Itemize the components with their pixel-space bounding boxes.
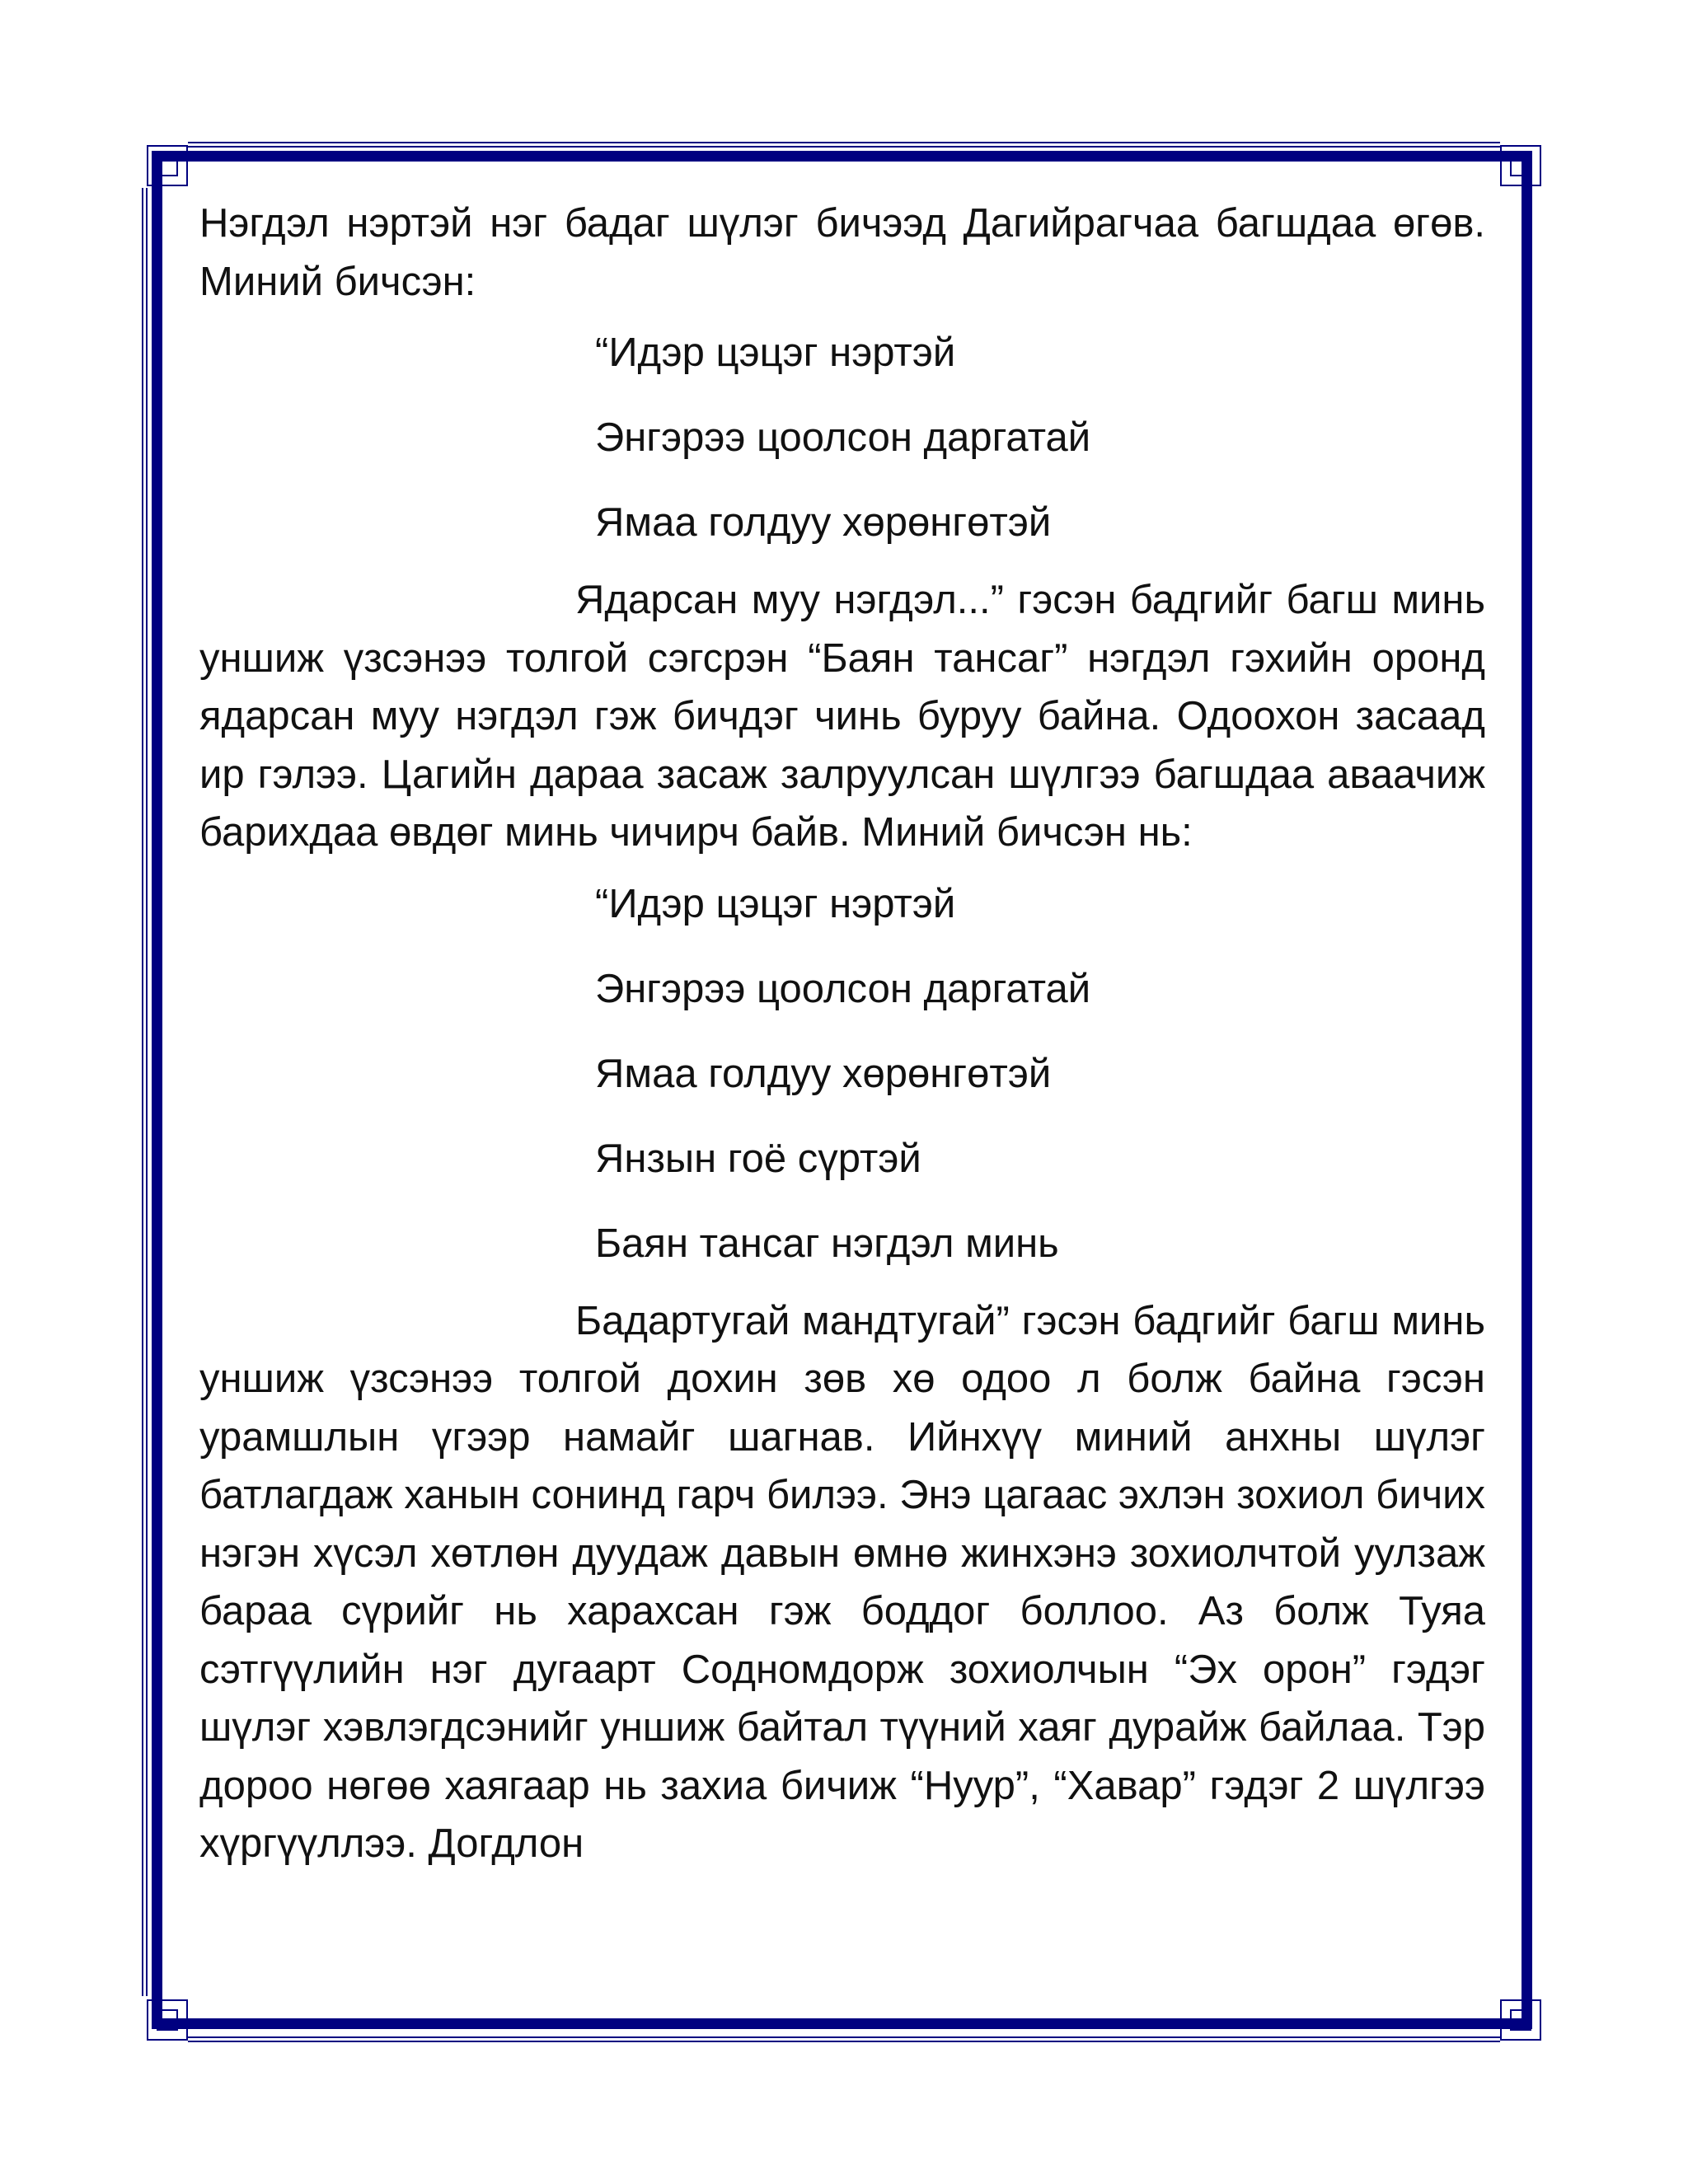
poem-1-line-2: Энгэрээ цоолсон даргатай bbox=[595, 415, 1091, 460]
corner-ornament-top-right bbox=[1500, 145, 1541, 186]
outer-line-left bbox=[142, 188, 148, 1996]
paragraph-intro: Нэгдэл нэртэй нэг бадаг шүлэг бичээд Дагийрагчаа багшдаа өгөв. Миний бичсэн: bbox=[199, 201, 1485, 304]
poem-1-line-3: Ямаа голдуу хөрөнгөтэй bbox=[595, 500, 1052, 545]
poem-2-line-1: “Идэр цэцэг нэртэй bbox=[595, 881, 956, 926]
poem-1-ending-paragraph: Ядарсан муу нэгдэл...” гэсэн бадгийг багш минь уншиж үзсэнээ толгой сэгсрэн “Баян тансаг” нэгдэл гэхийн оронд ядарсан муу нэгдэл гэж бичдэг чинь буруу байна. Одоохон засаад ир гэлээ. Цагийн дараа засаж залруулсан шүлгээ багшдаа аваачиж барихдаа өвдөг минь чичирч байв. Миний бичсэн нь: bbox=[199, 578, 1485, 855]
poem-2-ending-paragraph: Бадартугай мандтугай” гэсэн бадгийг багш минь уншиж үзсэнээ толгой дохин зөв хө одоо л болж байна гэсэн урамшлын үгээр намайг шагнав. Ийнхүү миний анхны шүлэг батлагдаж ханын сонинд гарч билээ. Энэ цагаас эхлэн зохиол бичих нэгэн хүсэл хөтлөн дуудаж давын өмнө жинхэнэ зохиолчтой уулзаж бараа сүрийг нь харахсан гэж боддог боллоо. Аз болж Туяа сэтгүүлийн нэг дугаарт Содномдорж зохиолчын “Эх орон” гэдэг шүлэг хэвлэгдсэнийг уншиж байтал түүний хаяг дурайж байлаа. Тэр дороо нөгөө хаягаар нь захиа бичиж “Нуур”, “Хавар” гэдэг 2 шүлгээ хүргүүллээ. Догдлон bbox=[199, 1298, 1485, 1866]
page-content bbox=[199, 194, 1485, 1873]
outer-line-top bbox=[188, 142, 1500, 148]
poem-2-line-4: Янзын гоё сүртэй bbox=[595, 1136, 921, 1181]
corner-ornament-bottom-left bbox=[147, 1999, 188, 2041]
corner-ornament-bottom-right bbox=[1500, 1999, 1541, 2041]
outer-line-bottom bbox=[188, 2036, 1500, 2042]
poem-2-line-5: Баян тансаг нэгдэл минь bbox=[595, 1221, 1059, 1266]
corner-ornament-top-left bbox=[147, 145, 188, 186]
poem-1-line-1: “Идэр цэцэг нэртэй bbox=[595, 330, 956, 375]
poem-2-line-3: Ямаа голдуу хөрөнгөтэй bbox=[595, 1051, 1052, 1096]
poem-2-line-2: Энгэрээ цоолсон даргатай bbox=[595, 966, 1091, 1011]
